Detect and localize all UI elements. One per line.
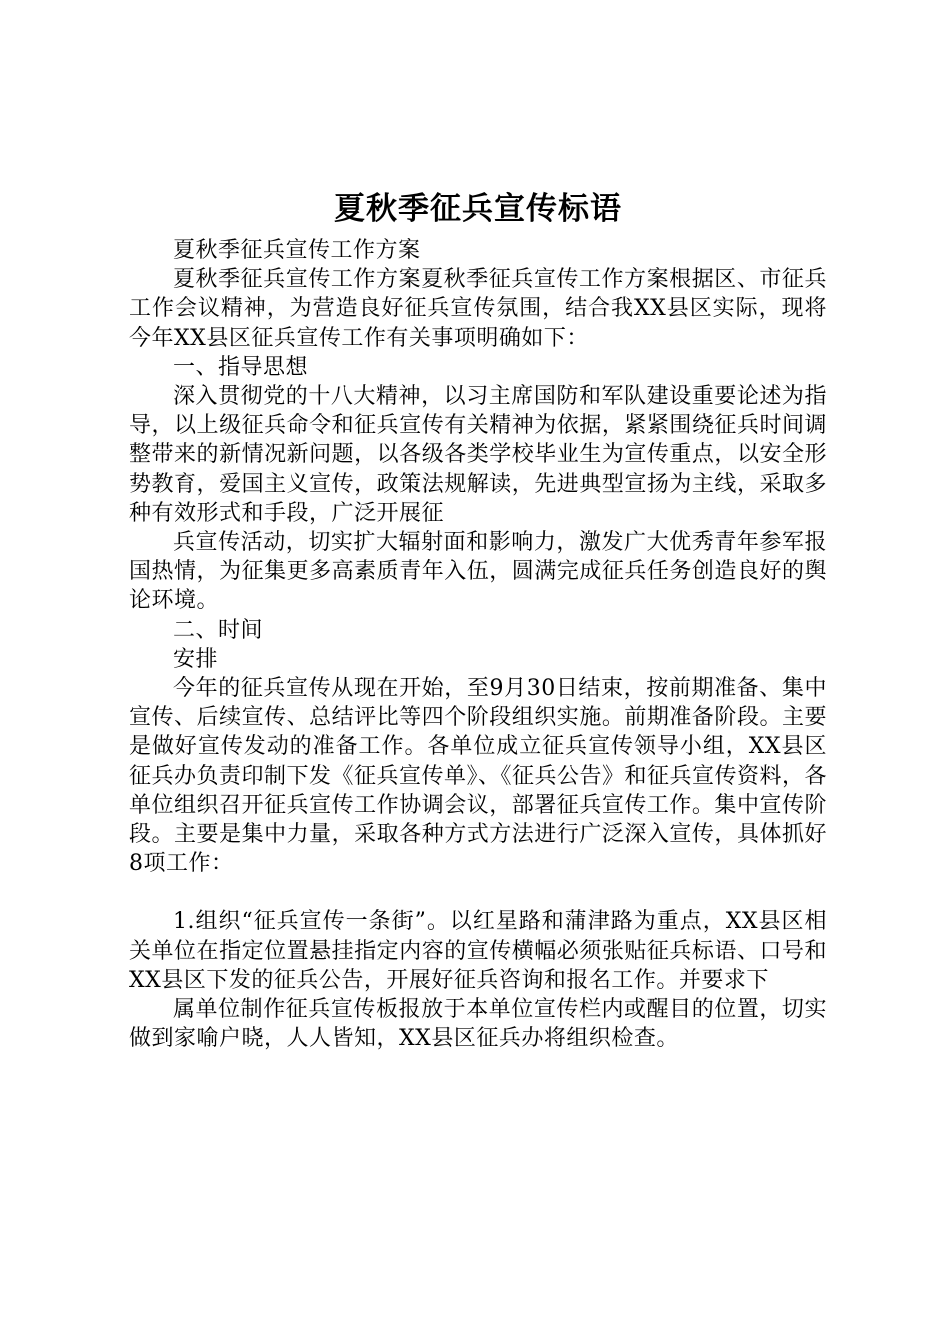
blank-line bbox=[129, 878, 827, 907]
heading-time: 二、时间 bbox=[173, 617, 264, 643]
document-page bbox=[129, 186, 827, 1053]
document-title: 夏秋季征兵宣传标语 bbox=[334, 191, 622, 227]
heading-arrangement: 安排 bbox=[173, 646, 219, 672]
paragraph-schedule: 今年的征兵宣传从现在开始，至9月30日结束，按前期准备、集中宣传、后续宣传、总结评比等四个阶段组织实施。前期准备阶段。主要是做好宣传发动的准备工作。各单位成立征兵宣传领导小组，XX县区征兵办负责印制下发《征兵宣传单》、《征兵公告》和征兵宣传资料，各单位组织召开征兵宣传工作协调会议，部署征兵宣传工作。集中宣传阶段。主要是集中力量，采取各种方式方法进行广泛深入宣传，具体抓好8项工作： bbox=[129, 676, 828, 877]
paragraph-guiding-ideology-cont: 兵宣传活动，切实扩大辐射面和影响力，激发广大优秀青年参军报国热情，为征集更多高素质青年入伍，圆满完成征兵任务创造良好的舆论环境。 bbox=[129, 530, 827, 614]
paragraph-intro: 夏秋季征兵宣传工作方案夏秋季征兵宣传工作方案根据区、市征兵工作会议精神，为营造良好征兵宣传氛围，结合我XX县区实际，现将今年XX县区征兵宣传工作有关事项明确如下： bbox=[129, 267, 827, 351]
paragraph-guiding-ideology: 深入贯彻党的十八大精神，以习主席国防和军队建设重要论述为指导，以上级征兵命令和征兵宣传有关精神为依据，紧紧围绕征兵时间调整带来的新情况新问题，以各级各类学校毕业生为宣传重点，以安全形势教育，爱国主义宣传，政策法规解读，先进典型宣扬为主线，采取多种有效形式和手段，广泛开展征 bbox=[129, 384, 827, 526]
paragraph-subtitle: 夏秋季征兵宣传工作方案 bbox=[173, 238, 421, 263]
paragraph-item-1: 1.组织“征兵宣传一条街”。以红星路和蒲津路为重点，XX县区相关单位在指定位置悬挂指定内容的宣传横幅必须张贴征兵标语、口号和XX县区下发的征兵公告，开展好征兵咨询和报名工作。并要求下 bbox=[129, 909, 827, 993]
paragraph-item-1-cont: 属单位制作征兵宣传板报放于本单位宣传栏内或醒目的位置，切实做到家喻户晓，人人皆知，XX县区征兵办将组织检查。 bbox=[129, 997, 827, 1052]
heading-guiding-ideology: 一、指导思想 bbox=[173, 354, 309, 380]
